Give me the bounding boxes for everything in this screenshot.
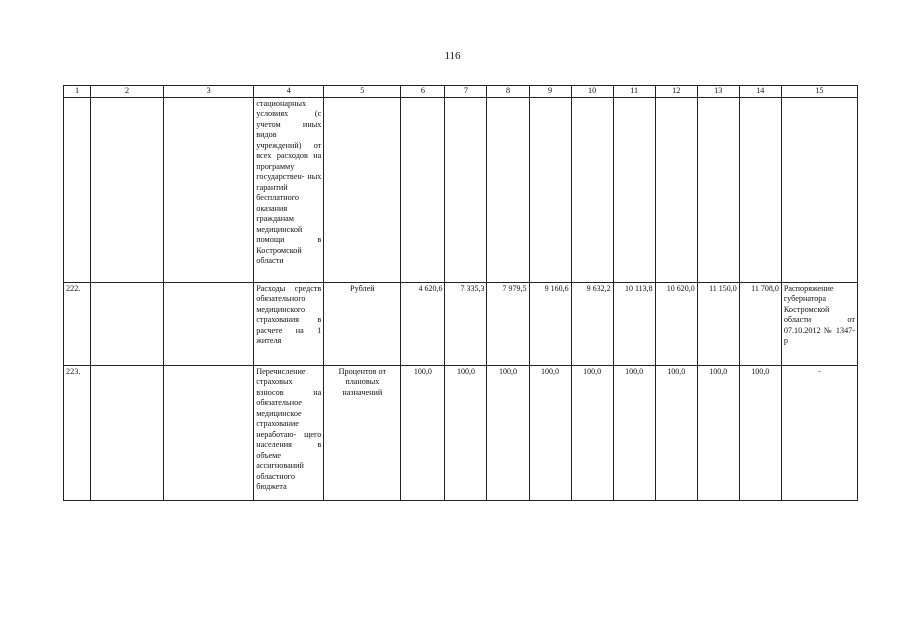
value-cell: 100,0 — [487, 365, 529, 500]
value-cell — [571, 97, 613, 282]
value-cell — [529, 97, 571, 282]
header-cell: 6 — [401, 86, 445, 98]
value-cell: 100,0 — [571, 365, 613, 500]
value-cell: 100,0 — [401, 365, 445, 500]
header-cell: 4 — [254, 86, 324, 98]
value-cell: 4 620,6 — [401, 282, 445, 365]
unit-cell: Процентов от плановых назначений — [324, 365, 401, 500]
value-cell — [739, 97, 781, 282]
value-cell — [401, 97, 445, 282]
source-cell — [781, 97, 857, 282]
table-row — [64, 365, 858, 500]
header-cell: 5 — [324, 86, 401, 98]
value-cell — [487, 97, 529, 282]
unit-cell: Рублей — [324, 282, 401, 365]
header-cell: 8 — [487, 86, 529, 98]
value-cell: 10 113,8 — [613, 282, 655, 365]
value-cell: 7 335,3 — [445, 282, 487, 365]
value-cell — [655, 97, 697, 282]
value-cell: 10 620,0 — [655, 282, 697, 365]
table-row — [64, 282, 858, 365]
header-cell: 7 — [445, 86, 487, 98]
value-cell — [445, 97, 487, 282]
value-cell — [613, 97, 655, 282]
indicator-description: стационарных условиях (с учетом иных видов учреждений) от всех расходов на программу государствен- ных гарантий бесплатного оказания гражданам медицинской помощи в Костромской области — [254, 97, 324, 282]
value-cell: 100,0 — [445, 365, 487, 500]
table-row — [64, 97, 858, 282]
source-cell: Распоряжение губернатора Костромской области от 07.10.2012 № 1347-р — [781, 282, 857, 365]
value-cell: 100,0 — [739, 365, 781, 500]
value-cell: 100,0 — [529, 365, 571, 500]
header-cell: 2 — [91, 86, 164, 98]
row-number: 223. — [64, 365, 91, 500]
value-cell: 9 632,2 — [571, 282, 613, 365]
value-cell: 100,0 — [655, 365, 697, 500]
value-cell: 100,0 — [697, 365, 739, 500]
row-number — [64, 97, 91, 282]
header-cell: 13 — [697, 86, 739, 98]
header-cell: 9 — [529, 86, 571, 98]
value-cell: 11 708,0 — [739, 282, 781, 365]
value-cell — [697, 97, 739, 282]
unit-cell — [324, 97, 401, 282]
source-cell: - — [781, 365, 857, 500]
header-cell: 12 — [655, 86, 697, 98]
value-cell: 100,0 — [613, 365, 655, 500]
row-number: 222. — [64, 282, 91, 365]
indicators-table — [63, 85, 858, 501]
header-cell: 3 — [164, 86, 254, 98]
empty-cell — [91, 365, 164, 500]
header-cell: 15 — [781, 86, 857, 98]
empty-cell — [164, 97, 254, 282]
header-cell: 10 — [571, 86, 613, 98]
empty-cell — [91, 282, 164, 365]
header-cell: 1 — [64, 86, 91, 98]
empty-cell — [164, 365, 254, 500]
indicator-description: Перечисление страховых взносов на обязательное медицинское страхование неработаю- щего населения в объеме ассигнований областного бюджета — [254, 365, 324, 500]
empty-cell — [164, 282, 254, 365]
table-header-row — [64, 86, 858, 98]
value-cell: 7 979,5 — [487, 282, 529, 365]
value-cell: 9 160,6 — [529, 282, 571, 365]
value-cell: 11 150,0 — [697, 282, 739, 365]
header-cell: 11 — [613, 86, 655, 98]
header-cell: 14 — [739, 86, 781, 98]
indicator-description: Расходы средств обязательного медицинского страхования в расчете на 1 жителя — [254, 282, 324, 365]
page-number: 116 — [444, 50, 461, 62]
empty-cell — [91, 97, 164, 282]
